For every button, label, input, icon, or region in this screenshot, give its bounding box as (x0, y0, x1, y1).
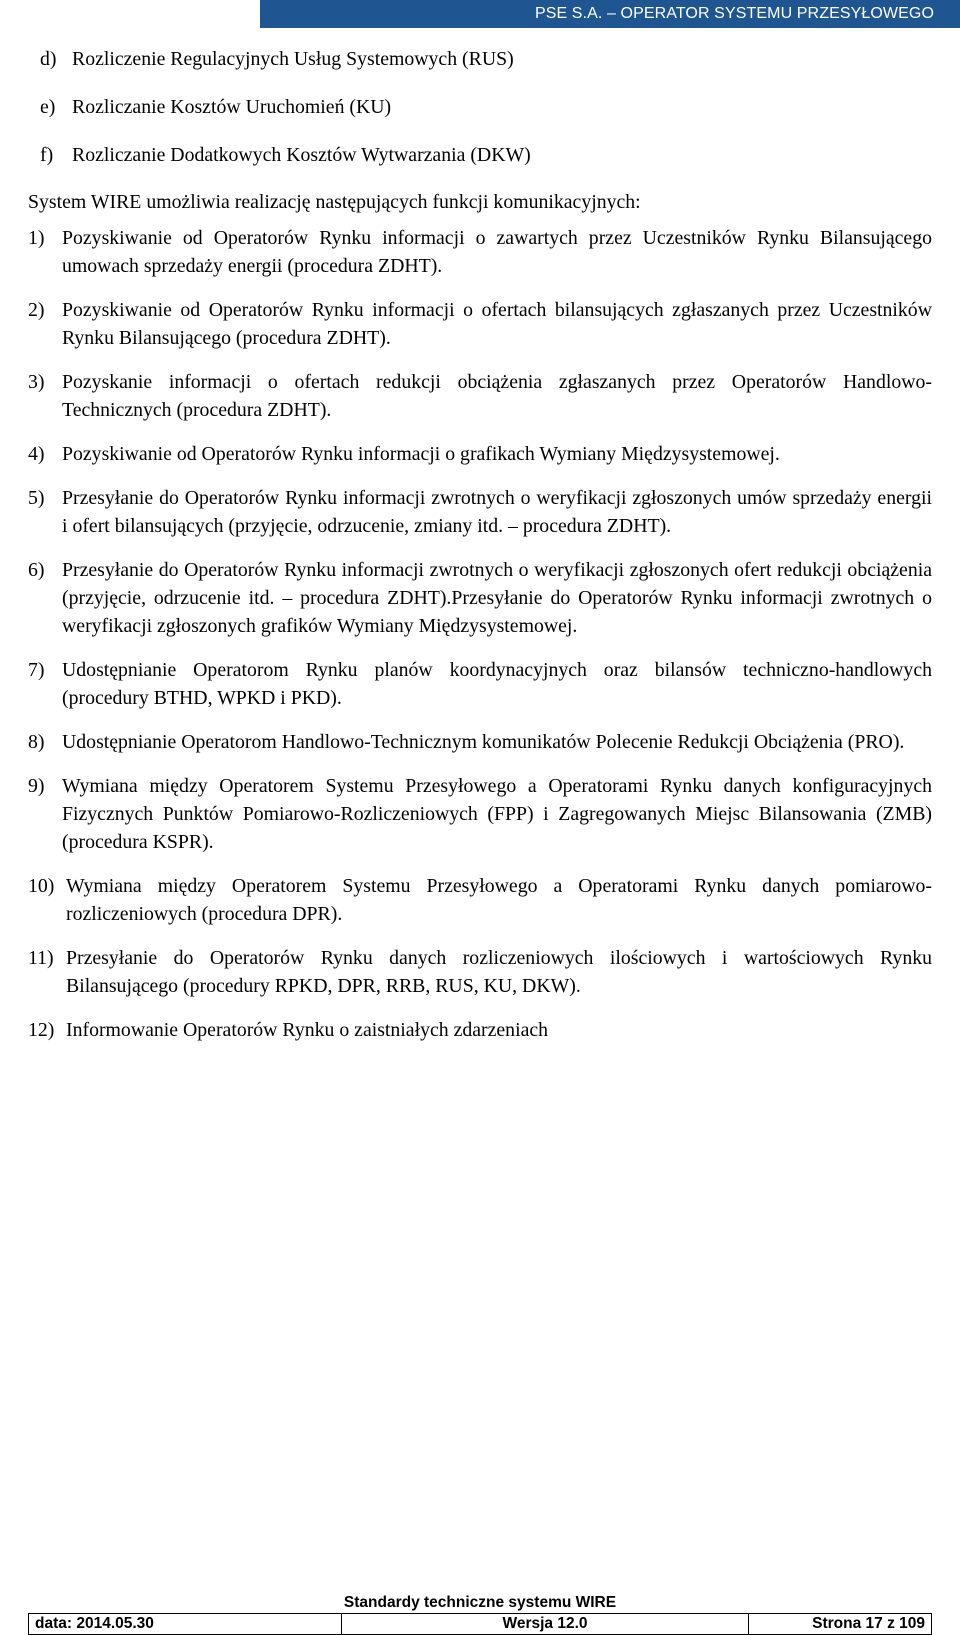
footer-title: Standardy techniczne systemu WIRE (28, 1594, 932, 1614)
list-item (28, 656, 932, 712)
list-item-number: 5) (28, 487, 45, 509)
list-item-text: Udostępnianie Operatorom Handlowo-Technicznym komunikatów Polecenie Redukcji Obciążenia (PRO). (62, 731, 905, 753)
list-item-text: Udostępnianie Operatorom Rynku planów koordynacyjnych oraz bilansów techniczno-handlowych (procedury BTHD, WPKD i PKD). (62, 659, 932, 709)
list-item-label: d) (40, 48, 57, 70)
list-item (28, 872, 932, 928)
sub-list (28, 44, 932, 170)
page-content (28, 44, 932, 1060)
list-item-text: Pozyskiwanie od Operatorów Rynku informacji o grafikach Wymiany Międzysystemowej. (62, 443, 780, 465)
list-item-number: 12) (28, 1019, 55, 1041)
list-item-number: 1) (28, 227, 45, 249)
list-item (28, 44, 932, 74)
list-item (28, 728, 932, 756)
list-item-number: 9) (28, 775, 45, 797)
list-item-label: f) (40, 144, 54, 166)
list-item-number: 4) (28, 443, 45, 465)
list-item (28, 772, 932, 856)
list-item (28, 484, 932, 540)
list-item-text: Rozliczanie Dodatkowych Kosztów Wytwarzania (DKW) (72, 144, 531, 166)
list-item (28, 92, 932, 122)
list-item (28, 556, 932, 640)
list-item-text: Pozyskanie informacji o ofertach redukcji obciążenia zgłaszanych przez Operatorów Handlowo-Technicznych (procedura ZDHT). (62, 371, 932, 421)
intro-paragraph: System WIRE umożliwia realizację następujących funkcji komunikacyjnych: (28, 191, 641, 213)
list-item-number: 8) (28, 731, 45, 753)
footer-date: data: 2014.05.30 (29, 1614, 342, 1634)
list-item (28, 140, 932, 170)
list-item-number: 10) (28, 875, 55, 897)
document-header: PSE S.A. – OPERATOR SYSTEMU PRZESYŁOWEGO (260, 0, 960, 28)
list-item-text: Informowanie Operatorów Rynku o zaistniałych zdarzeniach (66, 1019, 549, 1041)
list-item-number: 7) (28, 659, 45, 681)
list-item-text: Przesyłanie do Operatorów Rynku danych rozliczeniowych ilościowych i wartościowych Rynku Bilansującego (procedury RPKD, DPR, RRB, RUS, KU, DKW). (66, 947, 932, 997)
list-item (28, 440, 932, 468)
functions-list (28, 224, 932, 1044)
list-item-text: Pozyskiwanie od Operatorów Rynku informacji o zawartych przez Uczestników Rynku Bilansującego umowach sprzedaży energii (procedura ZDHT). (62, 227, 932, 277)
list-item (28, 296, 932, 352)
list-item-number: 11) (28, 947, 54, 969)
list-item (28, 944, 932, 1000)
list-item-text: Wymiana między Operatorem Systemu Przesyłowego a Operatorami Rynku danych konfiguracyjnych Fizycznych Punktów Pomiarowo-Rozliczeniowych (FPP) i Zagregowanych Miejsc Bilansowania (ZMB) (procedura KSPR). (62, 775, 932, 853)
footer-info-row (28, 1614, 932, 1635)
list-item (28, 224, 932, 280)
list-item-text: Rozliczanie Kosztów Uruchomień (KU) (72, 96, 392, 118)
list-item-label: e) (40, 96, 56, 118)
list-item-text: Rozliczenie Regulacyjnych Usług Systemowych (RUS) (72, 48, 514, 70)
list-item-number: 2) (28, 299, 45, 321)
footer-page-number: Strona 17 z 109 (812, 1615, 925, 1632)
list-item (28, 368, 932, 424)
list-item-number: 3) (28, 371, 45, 393)
footer-version: Wersja 12.0 (342, 1614, 749, 1634)
list-item-text: Pozyskiwanie od Operatorów Rynku informacji o ofertach bilansujących zgłaszanych przez Uczestników Rynku Bilansującego (procedura ZDHT). (62, 299, 932, 349)
list-item-text: Wymiana między Operatorem Systemu Przesyłowego a Operatorami Rynku danych pomiarowo-rozliczeniowych (procedura DPR). (66, 875, 932, 925)
list-item-text: Przesyłanie do Operatorów Rynku informacji zwrotnych o weryfikacji zgłoszonych ofert redukcji obciążenia (przyjęcie, odrzucenie itd. – procedura ZDHT).Przesyłanie do Operatorów Rynku informacji zwrotnych o weryfikacji zgłoszonych grafików Wymiany Międzysystemowej. (62, 559, 932, 637)
document-footer (28, 1594, 932, 1635)
list-item-text: Przesyłanie do Operatorów Rynku informacji zwrotnych o weryfikacji zgłoszonych umów sprzedaży energii i ofert bilansujących (przyjęcie, odrzucenie, zmiany itd. – procedura ZDHT). (62, 487, 932, 537)
list-item (28, 1016, 932, 1044)
list-item-number: 6) (28, 559, 45, 581)
